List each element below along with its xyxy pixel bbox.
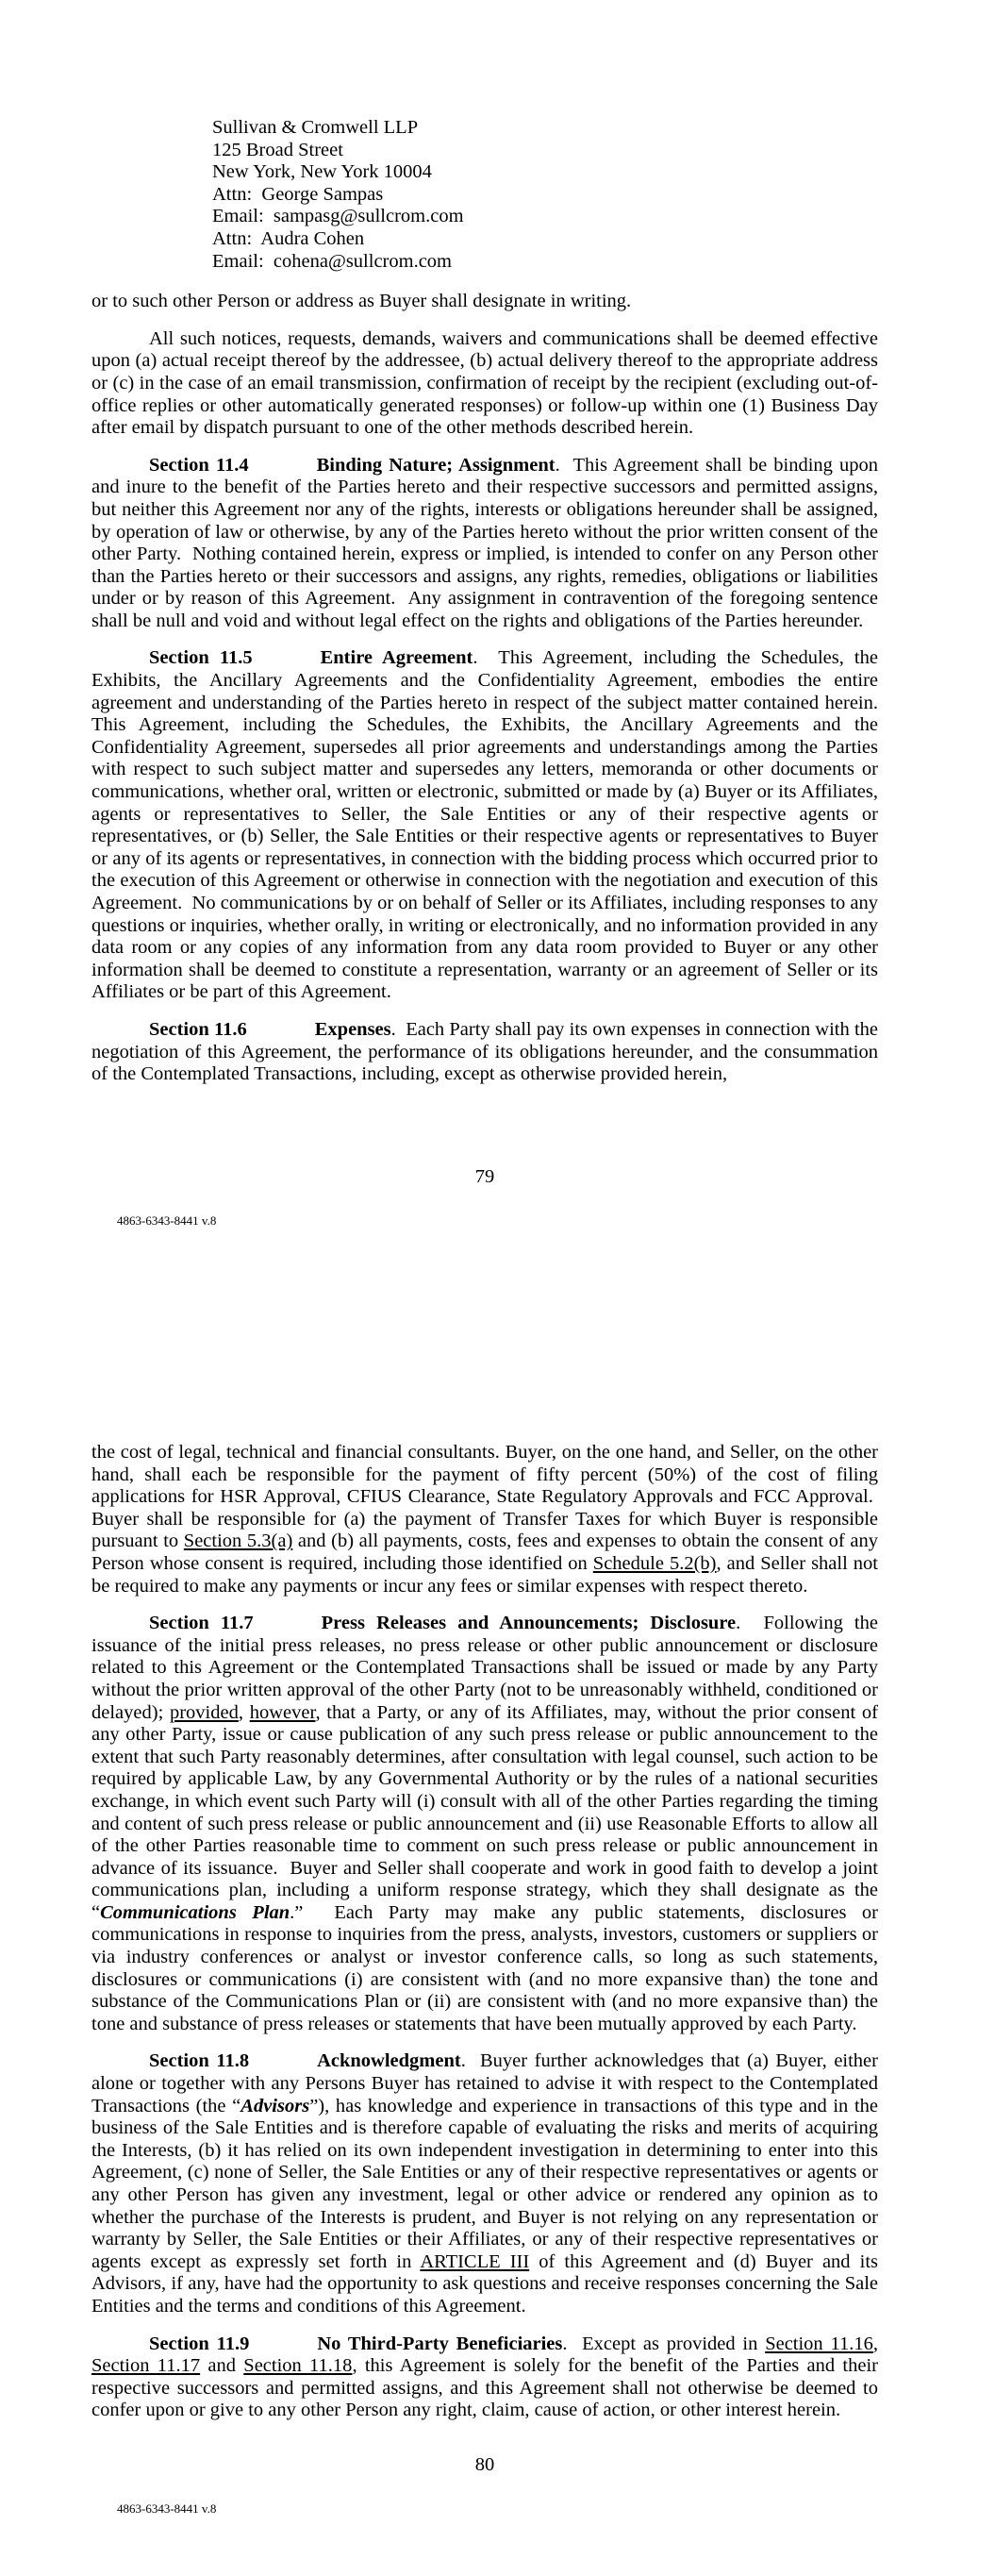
body-paragraphs <box>91 291 878 1086</box>
cross-reference: Schedule 5.2(b) <box>592 1552 717 1574</box>
defined-term: Advisors <box>240 2095 310 2116</box>
text-run: , this Agreement is solely for the benefit of the Parties and their respective successors and permitted assigns, and this Agreement shall not otherwise be deemed to confer upon or give to any other Person any right, claim, cause of action, or other interest herein. <box>91 2355 878 2421</box>
section-11-5-paragraph <box>91 647 878 1004</box>
section-heading: Acknowledgment <box>317 2050 461 2072</box>
section-heading: Binding Nature; Assignment <box>316 454 556 476</box>
text-run: and (b) all payments, costs, fees and expenses to obtain the consent of any Person whose consent is required, including those identified on <box>91 1531 878 1574</box>
cross-reference: however <box>249 1701 316 1723</box>
address-line: Attn: George Sampas <box>212 183 384 205</box>
text-run: .” Each Party may make any public statements, disclosures or communications in response to inquiries from the press, analysts, investors, customers or suppliers or via industry conferences or analyst or investor conference calls, so long as such statements, disclosures or communications (i) are consistent with (and no more expansive than) the tone and substance of the Communications Plan or (ii) are consistent with (and no more expansive than) the tone and substance of press releases or statements that have been mutually approved by each Party. <box>91 1901 878 2034</box>
address-email-line: Email: sampasg@sullcrom.com <box>212 206 464 227</box>
address-line: Sullivan & Cromwell LLP <box>212 117 419 138</box>
section-heading: Section 11.6 <box>149 1018 247 1040</box>
section-heading: Section 11.9 <box>149 2333 250 2354</box>
text-run: and <box>200 2355 244 2377</box>
section-heading: Section 11.8 <box>149 2050 250 2072</box>
address-email-line: Email: cohena@sullcrom.com <box>212 250 452 272</box>
section-heading: Section 11.5 <box>149 647 253 669</box>
cross-reference: ARTICLE III <box>420 2250 530 2272</box>
cross-reference: provided <box>169 1701 239 1723</box>
text-run: , <box>872 2333 878 2354</box>
text-run: . This Agreement shall be binding upon and inure to the benefit of the Parties hereto and their respective successors and permitted assigns, but neither this Agreement nor any of the rights, interests or obligations hereunder shall be assigned, by operation of law or otherwise, by any of the Parties hereto without the prior written consent of the other Party. Nothing contained herein, express or implied, is intended to confer on any Person other than the Parties hereto or their successors and assigns, any rights, remedies, obligations or liabilities under or by reason of this Agreement. Any assignment in contravention of the foregoing sentence shall be null and void and without legal effect on the rights and obligations of the Parties hereunder. <box>91 454 878 631</box>
text-run: or to such other Person or address as Buyer shall designate in writing. <box>91 291 632 312</box>
body-paragraphs <box>91 1442 878 2422</box>
text-run: the cost of legal, technical and financial consultants. Buyer, on the one hand, and Seller, on the other hand, shall each be responsible for the payment of fifty percent (50%) of the cost of filing applications for HSR Approval, CFIUS Clearance, State Regulatory Approvals and FCC Approval. Buyer shall be responsible for (a) the payment of Transfer Taxes for which Buyer is responsible pursuant to <box>91 1442 878 1552</box>
address-line: 125 Broad Street <box>212 139 343 160</box>
section-heading: Press Releases and Announcements; Disclosure <box>321 1613 737 1634</box>
text-run: ”), has knowledge and experience in transactions of this type and in the business of the Sale Entities and is therefore capable of evaluating the risks and merits of acquiring the Interests, (b) it has relied on its own independent investigation in determining to enter into this Agreement, (c) none of Seller, the Sale Entities or any of their respective representatives or agents or any other Person has given any investment, legal or other advice or rendered any opinion as to whether the purchase of the Interests is prudent, and Buyer is not relying on any representation or warranty by Seller, the Sale Entities or their Affiliates, or any of their respective representatives or agents except as expressly set forth in <box>91 2095 878 2272</box>
text-run: . Following the issuance of the initial press releases, no press release or other public announcement or disclosure related to this Agreement or the Contemplated Transactions shall be issued or made by any Party without the prior written approval of the other Party (not to be unreasonably withheld, conditioned or delayed); <box>91 1613 878 1723</box>
section-11-8-paragraph <box>91 2050 878 2317</box>
text-run: , that a Party, or any of its Affiliates, may, without the prior consent of any other Party, issue or cause publication of any such press release or public announcement to the extent that such Party reasonably determines, after consultation with legal counsel, such action to be required by applicable Law, by any Governmental Authority or by the rules of a national securities exchange, in which event such Party will (i) consult with all of the other Parties regarding the timing and content of such press release or public announcement and (ii) use Reasonable Efforts to allow all of the other Parties reasonable time to comment on such press release or public announcement in advance of its issuance. Buyer and Seller shall cooperate and work in good faith to develop a joint communications plan, including a uniform response strategy, which they shall designate as the “ <box>91 1701 879 1923</box>
section-11-4-paragraph <box>91 455 878 633</box>
notice-address-block <box>212 117 878 273</box>
section-11-9-paragraph <box>91 2333 878 2422</box>
notice-designation-paragraph <box>91 291 878 313</box>
notices-effectiveness-paragraph <box>91 328 878 440</box>
document-page-80 <box>0 1288 995 2576</box>
section-11-7-paragraph <box>91 1613 878 2035</box>
defined-term: Communications Plan <box>100 1901 290 1923</box>
section-heading: Section 11.7 <box>149 1613 254 1634</box>
text-run: All such notices, requests, demands, waivers and communications shall be deemed effective upon (a) actual receipt thereof by the addressee, (b) actual delivery thereof to the appropriate address or (c) in the case of an email transmission, confirmation of receipt by the recipient (excluding out-of-office replies or other automatically generated responses) or follow-up within one (1) Business Day after email by dispatch pursuant to one of the other methods described herein. <box>91 327 878 439</box>
section-heading: Section 11.4 <box>149 454 249 476</box>
page-content <box>91 117 878 1101</box>
cross-reference: Section 11.18 <box>243 2355 353 2377</box>
text-run: . Buyer further acknowledges that (a) Buyer, either alone or together with any Persons Buyer has retained to advise it with respect to the Contemplated Transactions (the “ <box>91 2050 878 2116</box>
section-heading: No Third-Party Beneficiaries <box>317 2333 563 2354</box>
cross-reference: Section 11.17 <box>91 2355 201 2377</box>
cross-reference: Section 11.16 <box>765 2333 873 2354</box>
text-run: . This Agreement, including the Schedules, the Exhibits, the Ancillary Agreements and the Confidentiality Agreement, embodies the entire agreement and understanding of the Parties hereto in respect of the subject matter contained herein. This Agreement, including the Schedules, the Exhibits, the Ancillary Agreements and the Confidentiality Agreement, supersedes all prior agreements and understandings among the Parties with respect to such subject matter and supersedes any letters, memoranda or other documents or communications, whether oral, written or electronic, submitted or made by (a) Buyer or its Affiliates, agents or representatives to Seller, the Sale Entities or any of their respective agents or representatives, or (b) Seller, the Sale Entities or their respective agents or representatives to Buyer or any of its agents or representatives, in connection with the bidding process which occurred prior to the execution of this Agreement or otherwise in connection with the negotiation and execution of this Agreement. No communications by or on behalf of Seller or its Affiliates, including responses to any questions or inquiries, whether orally, in writing or electronically, and no information provided in any data room or any copies of any information from any data room provided to Buyer or any other information shall be deemed to constitute a representation, warranty or an agreement of Seller or its Affiliates or be part of this Agreement. <box>91 647 878 1003</box>
text-run: . Except as provided in <box>562 2333 766 2354</box>
page-content <box>91 1442 878 2437</box>
page-number: 79 <box>474 1166 495 1187</box>
section-11-6-continuation-paragraph <box>91 1442 878 1597</box>
document-id-footer: 4863-6343-8441 v.8 <box>117 2501 217 2516</box>
document-id-footer: 4863-6343-8441 v.8 <box>117 1213 217 1228</box>
section-11-6-paragraph <box>91 1019 878 1086</box>
cross-reference: Section 5.3(a) <box>183 1531 293 1552</box>
address-line: Attn: Audra Cohen <box>212 227 365 249</box>
text-run: , and Seller shall not be required to make any payments or incur any fees or similar expenses with respect thereto. <box>91 1552 878 1597</box>
address-line: New York, New York 10004 <box>212 161 432 183</box>
section-heading: Expenses <box>314 1018 391 1040</box>
page-number: 80 <box>474 2454 495 2475</box>
text-run: , <box>238 1701 250 1723</box>
text-run: of this Agreement and (d) Buyer and its Advisors, if any, have had the opportunity to ask questions and receive responses concerning the Sale Entities and the terms and conditions of this Agreement. <box>91 2250 878 2317</box>
section-heading: Entire Agreement <box>320 647 473 669</box>
text-run: . Each Party shall pay its own expenses in connection with the negotiation of this Agreement, the performance of its obligations hereunder, and the consummation of the Contemplated Transactions, including, except as otherwise provided herein, <box>91 1018 878 1085</box>
